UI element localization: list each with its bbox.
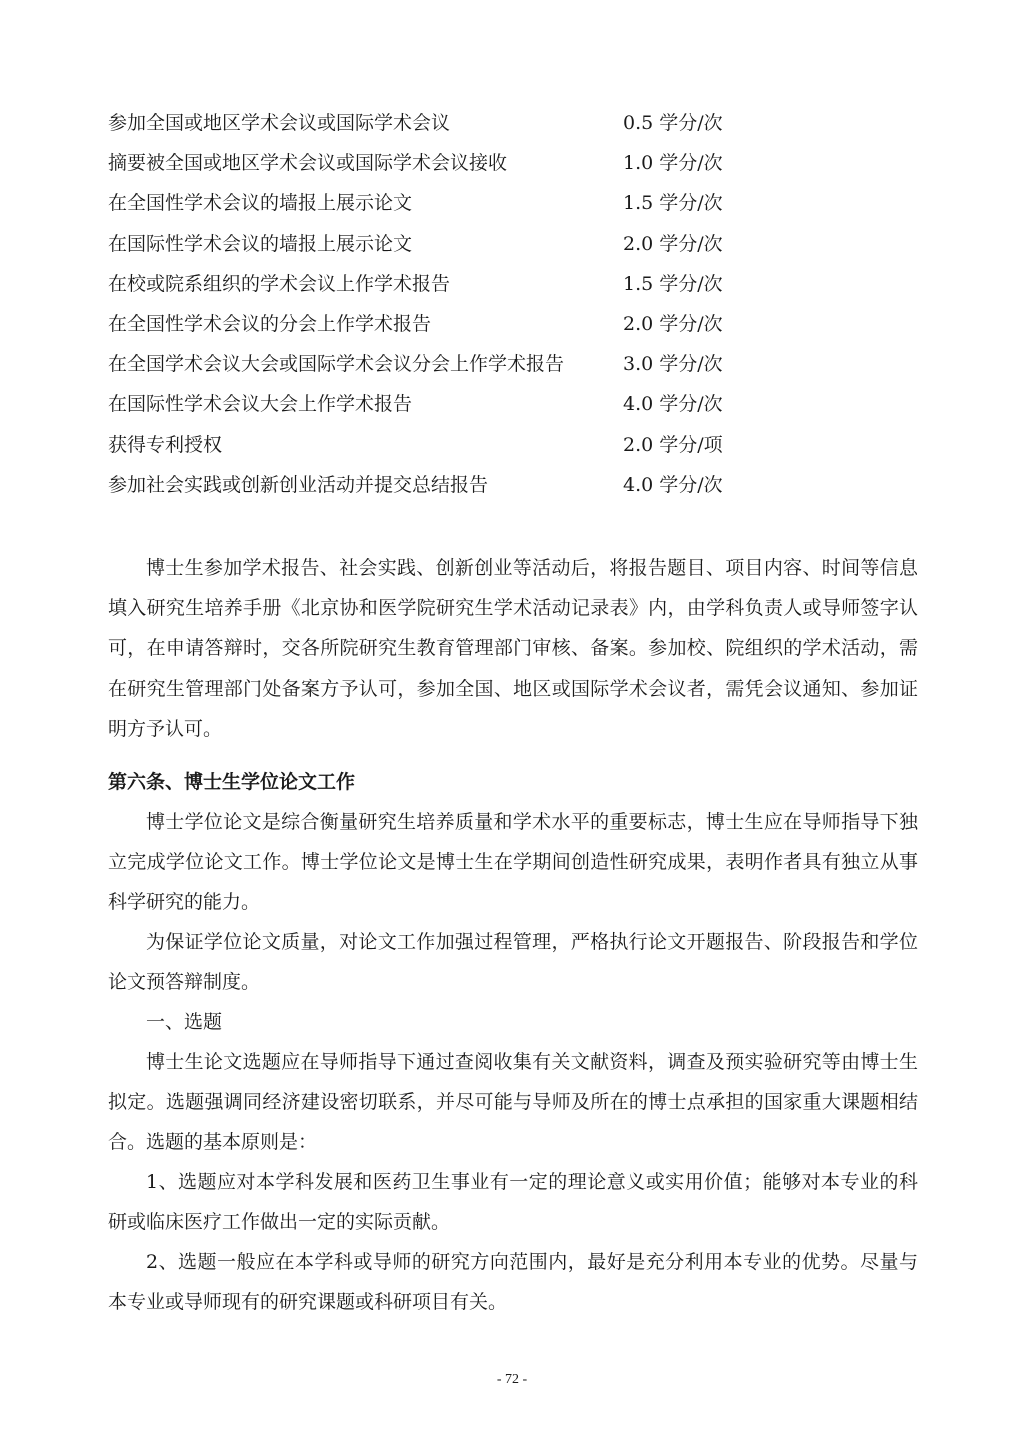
credit-activity: 参加社会实践或创新创业活动并提交总结报告	[108, 473, 489, 496]
credit-row	[108, 304, 768, 344]
credit-row	[108, 183, 768, 223]
credit-activity: 摘要被全国或地区学术会议或国际学术会议接收	[108, 152, 508, 175]
credit-value: 1.5 学分/次	[623, 192, 723, 215]
principle-2-paragraph: 2、选题一般应在本学科或导师的研究方向范围内，最好是充分利用本专业的优势。尽量与本专业或导师现有的研究课题或科研项目有关。	[108, 1251, 918, 1314]
credit-activity: 参加全国或地区学术会议或国际学术会议	[108, 112, 451, 134]
credits-table	[108, 103, 768, 505]
credit-row	[108, 103, 768, 143]
credit-value: 2.0 学分/次	[623, 312, 723, 335]
section-heading: 第六条、博士生学位论文工作	[108, 771, 356, 793]
credit-value: 2.0 学分/次	[623, 232, 723, 255]
credit-activity: 在国际性学术会议的墙报上展示论文	[108, 232, 413, 255]
credit-value: 4.0 学分/次	[623, 393, 723, 416]
credit-activity: 在校或院系组织的学术会议上作学术报告	[108, 272, 451, 295]
credit-value: 0.5 学分/次	[623, 112, 723, 134]
quality-paragraph: 为保证学位论文质量，对论文工作加强过程管理，严格执行论文开题报告、阶段报告和学位论文预答辩制度。	[108, 931, 918, 994]
credit-row	[108, 425, 768, 465]
subsection-heading: 一、选题	[146, 1011, 223, 1033]
credit-value: 1.0 学分/次	[623, 152, 723, 175]
credit-row	[108, 384, 768, 424]
credit-row	[108, 224, 768, 264]
credit-activity: 在全国性学术会议的墙报上展示论文	[108, 192, 413, 215]
credit-row	[108, 143, 768, 183]
credit-activity: 在全国性学术会议的分会上作学术报告	[108, 312, 432, 335]
page-number: - 72 -	[496, 1372, 528, 1387]
credit-value: 3.0 学分/次	[623, 353, 723, 376]
credit-value: 2.0 学分/项	[623, 433, 723, 456]
topic-selection-paragraph: 博士生论文选题应在导师指导下通过查阅收集有关文献资料，调查及预实验研究等由博士生拟定。选题强调同经济建设密切联系，并尽可能与导师及所在的博士点承担的国家重大课题相结合。选题的基本原则是：	[108, 1051, 918, 1154]
credit-value: 1.5 学分/次	[623, 272, 723, 295]
thesis-intro-paragraph: 博士学位论文是综合衡量研究生培养质量和学术水平的重要标志，博士生应在导师指导下独立完成学位论文工作。博士学位论文是博士生在学期间创造性研究成果，表明作者具有独立从事科学研究的能力。	[108, 811, 918, 914]
credit-row	[108, 465, 768, 505]
credit-activity: 在国际性学术会议大会上作学术报告	[108, 393, 413, 416]
credit-row	[108, 264, 768, 304]
principle-1-paragraph: 1、选题应对本学科发展和医药卫生事业有一定的理论意义或实用价值；能够对本专业的科研或临床医疗工作做出一定的实际贡献。	[108, 1171, 918, 1234]
credit-row	[108, 344, 768, 384]
credit-value: 4.0 学分/次	[623, 473, 723, 496]
credit-activity: 在全国学术会议大会或国际学术会议分会上作学术报告	[108, 353, 565, 376]
registration-paragraph: 博士生参加学术报告、社会实践、创新创业等活动后，将报告题目、项目内容、时间等信息填入研究生培养手册《北京协和医学院研究生学术活动记录表》内，由学科负责人或导师签字认可，在申请答辩时，交各所院研究生教育管理部门审核、备案。参加校、院组织的学术活动，需在研究生管理部门处备案方予认可，参加全国、地区或国际学术会议者，需凭会议通知、参加证明方予认可。	[108, 557, 918, 740]
credit-activity: 获得专利授权	[108, 433, 223, 456]
